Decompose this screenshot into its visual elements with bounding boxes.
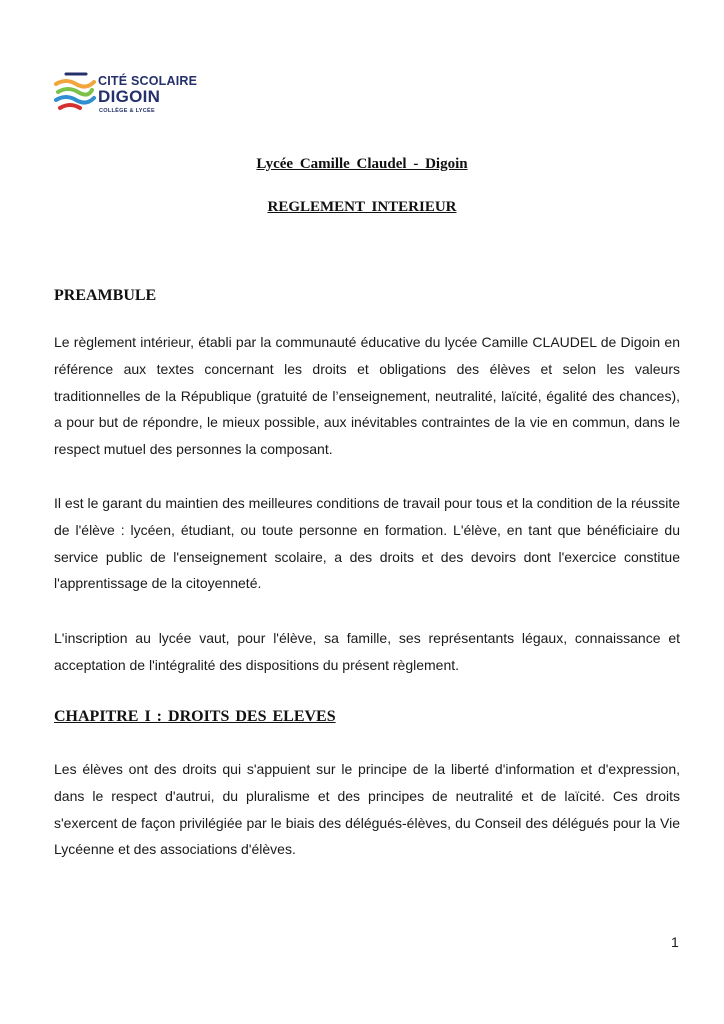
logo-line-1: CITÉ SCOLAIRE — [98, 74, 198, 88]
logo-line-2: DIGOIN — [98, 87, 161, 106]
chapter-paragraph: Les élèves ont des droits qui s'appuient sur le principe de la liberté d'information et d'expression, dans le respect d'autrui, du pluralisme et des principes de neutralité et de laïcité. Ces droits s'exercent de façon privilégiée par le biais des délégués-élèves, du Conseil des délégués pour la Vie Lycéenne et des associations d'élèves. — [54, 761, 680, 858]
document-title: Lycée Camille Claudel - Digoin — [256, 156, 468, 172]
preamble-paragraph-2: Il est le garant du maintien des meilleures conditions de travail pour tous et la condition de la réussite de l'élève : lycéen, étudiant, ou toute personne en formation. L'élève, en tant que bénéficiaire du service public de l'enseignement scolaire, a des droits et des devoirs dont l'exercice constitue l'apprentissage de la citoyenneté. — [54, 495, 680, 592]
chapter-heading: CHAPITRE I : DROITS DES ELEVES — [54, 708, 336, 725]
document-subtitle: REGLEMENT INTERIEUR — [267, 199, 457, 215]
preamble-paragraph-1: Le règlement intérieur, établi par la communauté éducative du lycée Camille CLAUDEL de Digoin en référence aux textes concernant les droits et obligations des élèves et selon les valeurs traditionnelles de la République (gratuité de l’enseignement, neutralité, laïcité, égalité des chances), a pour but de répondre, le mieux possible, aux inévitables contraintes de la vie en commun, dans le respect mutuel des personnes la composant. — [54, 334, 680, 458]
preamble-heading: PREAMBULE — [54, 287, 157, 304]
logo-line-3: COLLÈGE & LYCÉE — [99, 108, 155, 114]
page-number: 1 — [671, 934, 679, 950]
logo-emblem-icon — [52, 70, 96, 114]
school-logo — [52, 70, 242, 120]
preamble-paragraph-3: L'inscription au lycée vaut, pour l'élève, sa famille, ses représentants légaux, connaissance et acceptation de l'intégralité des dispositions du présent règlement. — [54, 630, 680, 673]
